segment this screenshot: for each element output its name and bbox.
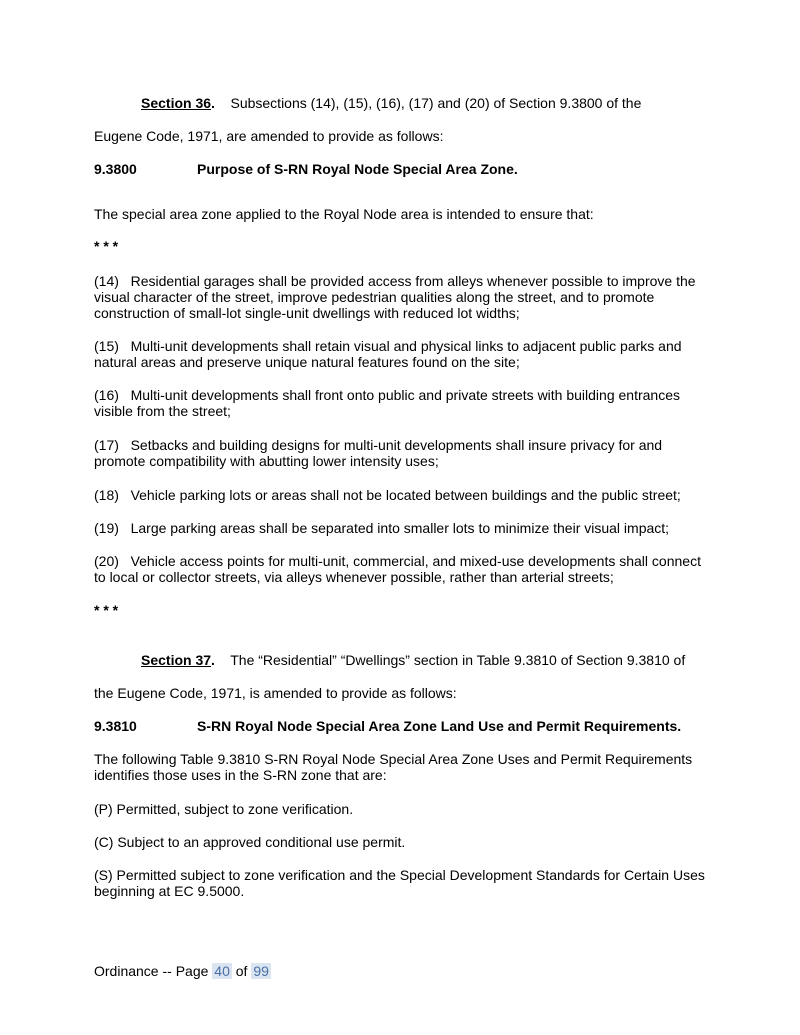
section-37-intro: Section 37. The “Residential” “Dwellings” section in Table 9.3810 of Section 9.3810 of bbox=[141, 652, 686, 668]
heading-9-3810 bbox=[94, 718, 681, 734]
section-36-intro: Section 36. Subsections (14), (15), (16), (17) and (20) of Section 9.3800 of the bbox=[141, 95, 642, 111]
purpose-intro: The special area zone applied to the Royal Node area is intended to ensure that: bbox=[94, 206, 594, 222]
list-item-18: (18) Vehicle parking lots or areas shall not be located between buildings and the public street; bbox=[94, 487, 681, 503]
section-36-intro-line1: Subsections (14), (15), (16), (17) and (20) of Section 9.3800 of the bbox=[230, 95, 642, 111]
page-footer bbox=[94, 963, 271, 979]
page-total: 99 bbox=[253, 963, 269, 979]
list-item-14: (14) Residential garages shall be provided access from alleys whenever possible to improve the visual character of the street, improve pedestrian qualities along the street, and to promote construction of small-lot single-unit dwellings with reduced lot widths; bbox=[94, 273, 696, 321]
code-s: (S) Permitted subject to zone verification and the Special Development Standards for Certain Uses beginning at EC 9.5000. bbox=[94, 867, 705, 899]
section-37-intro-line1: The “Residential” “Dwellings” section in Table 9.3810 of Section 9.3810 of bbox=[230, 652, 686, 668]
footer-of: of bbox=[235, 963, 248, 979]
list-item-15: (15) Multi-unit developments shall retain visual and physical links to adjacent public parks and natural areas and preserve unique natural features found on the site; bbox=[94, 338, 682, 370]
code-p: (P) Permitted, subject to zone verification. bbox=[94, 801, 354, 817]
list-item-20: (20) Vehicle access points for multi-unit, commercial, and mixed-use developments shall connect to local or collector streets, via alleys whenever possible, rather than arterial streets; bbox=[94, 553, 701, 585]
list-item-16: (16) Multi-unit developments shall front onto public and private streets with building entrances visible from the street; bbox=[94, 387, 680, 419]
section-36-intro-line2: Eugene Code, 1971, are amended to provide as follows: bbox=[94, 128, 444, 144]
heading-title: S-RN Royal Node Special Area Zone Land Use and Permit Requirements. bbox=[197, 718, 682, 734]
page-number: 40 bbox=[214, 963, 230, 979]
section-37-intro-line2: the Eugene Code, 1971, is amended to provide as follows: bbox=[94, 685, 457, 701]
code-c: (C) Subject to an approved conditional use permit. bbox=[94, 834, 406, 850]
footer-prefix: Ordinance -- Page bbox=[94, 963, 209, 979]
list-item-19: (19) Large parking areas shall be separated into smaller lots to minimize their visual impact; bbox=[94, 520, 670, 536]
heading-number: 9.3800 bbox=[94, 161, 137, 177]
heading-9-3800 bbox=[94, 161, 518, 177]
section-37-label: Section 37 bbox=[141, 652, 212, 668]
table-intro: The following Table 9.3810 S-RN Royal Node Special Area Zone Uses and Permit Requirements identifies those uses in the S-RN zone that are: bbox=[94, 751, 693, 783]
ellipsis-2: * * * bbox=[94, 602, 119, 618]
list-item-17: (17) Setbacks and building designs for multi-unit developments shall insure privacy for and promote compatibility with abutting lower intensity uses; bbox=[94, 437, 663, 469]
ellipsis-1: * * * bbox=[94, 238, 119, 254]
section-36-label: Section 36 bbox=[141, 95, 212, 111]
heading-title: Purpose of S-RN Royal Node Special Area Zone. bbox=[197, 161, 518, 177]
heading-number: 9.3810 bbox=[94, 718, 137, 734]
